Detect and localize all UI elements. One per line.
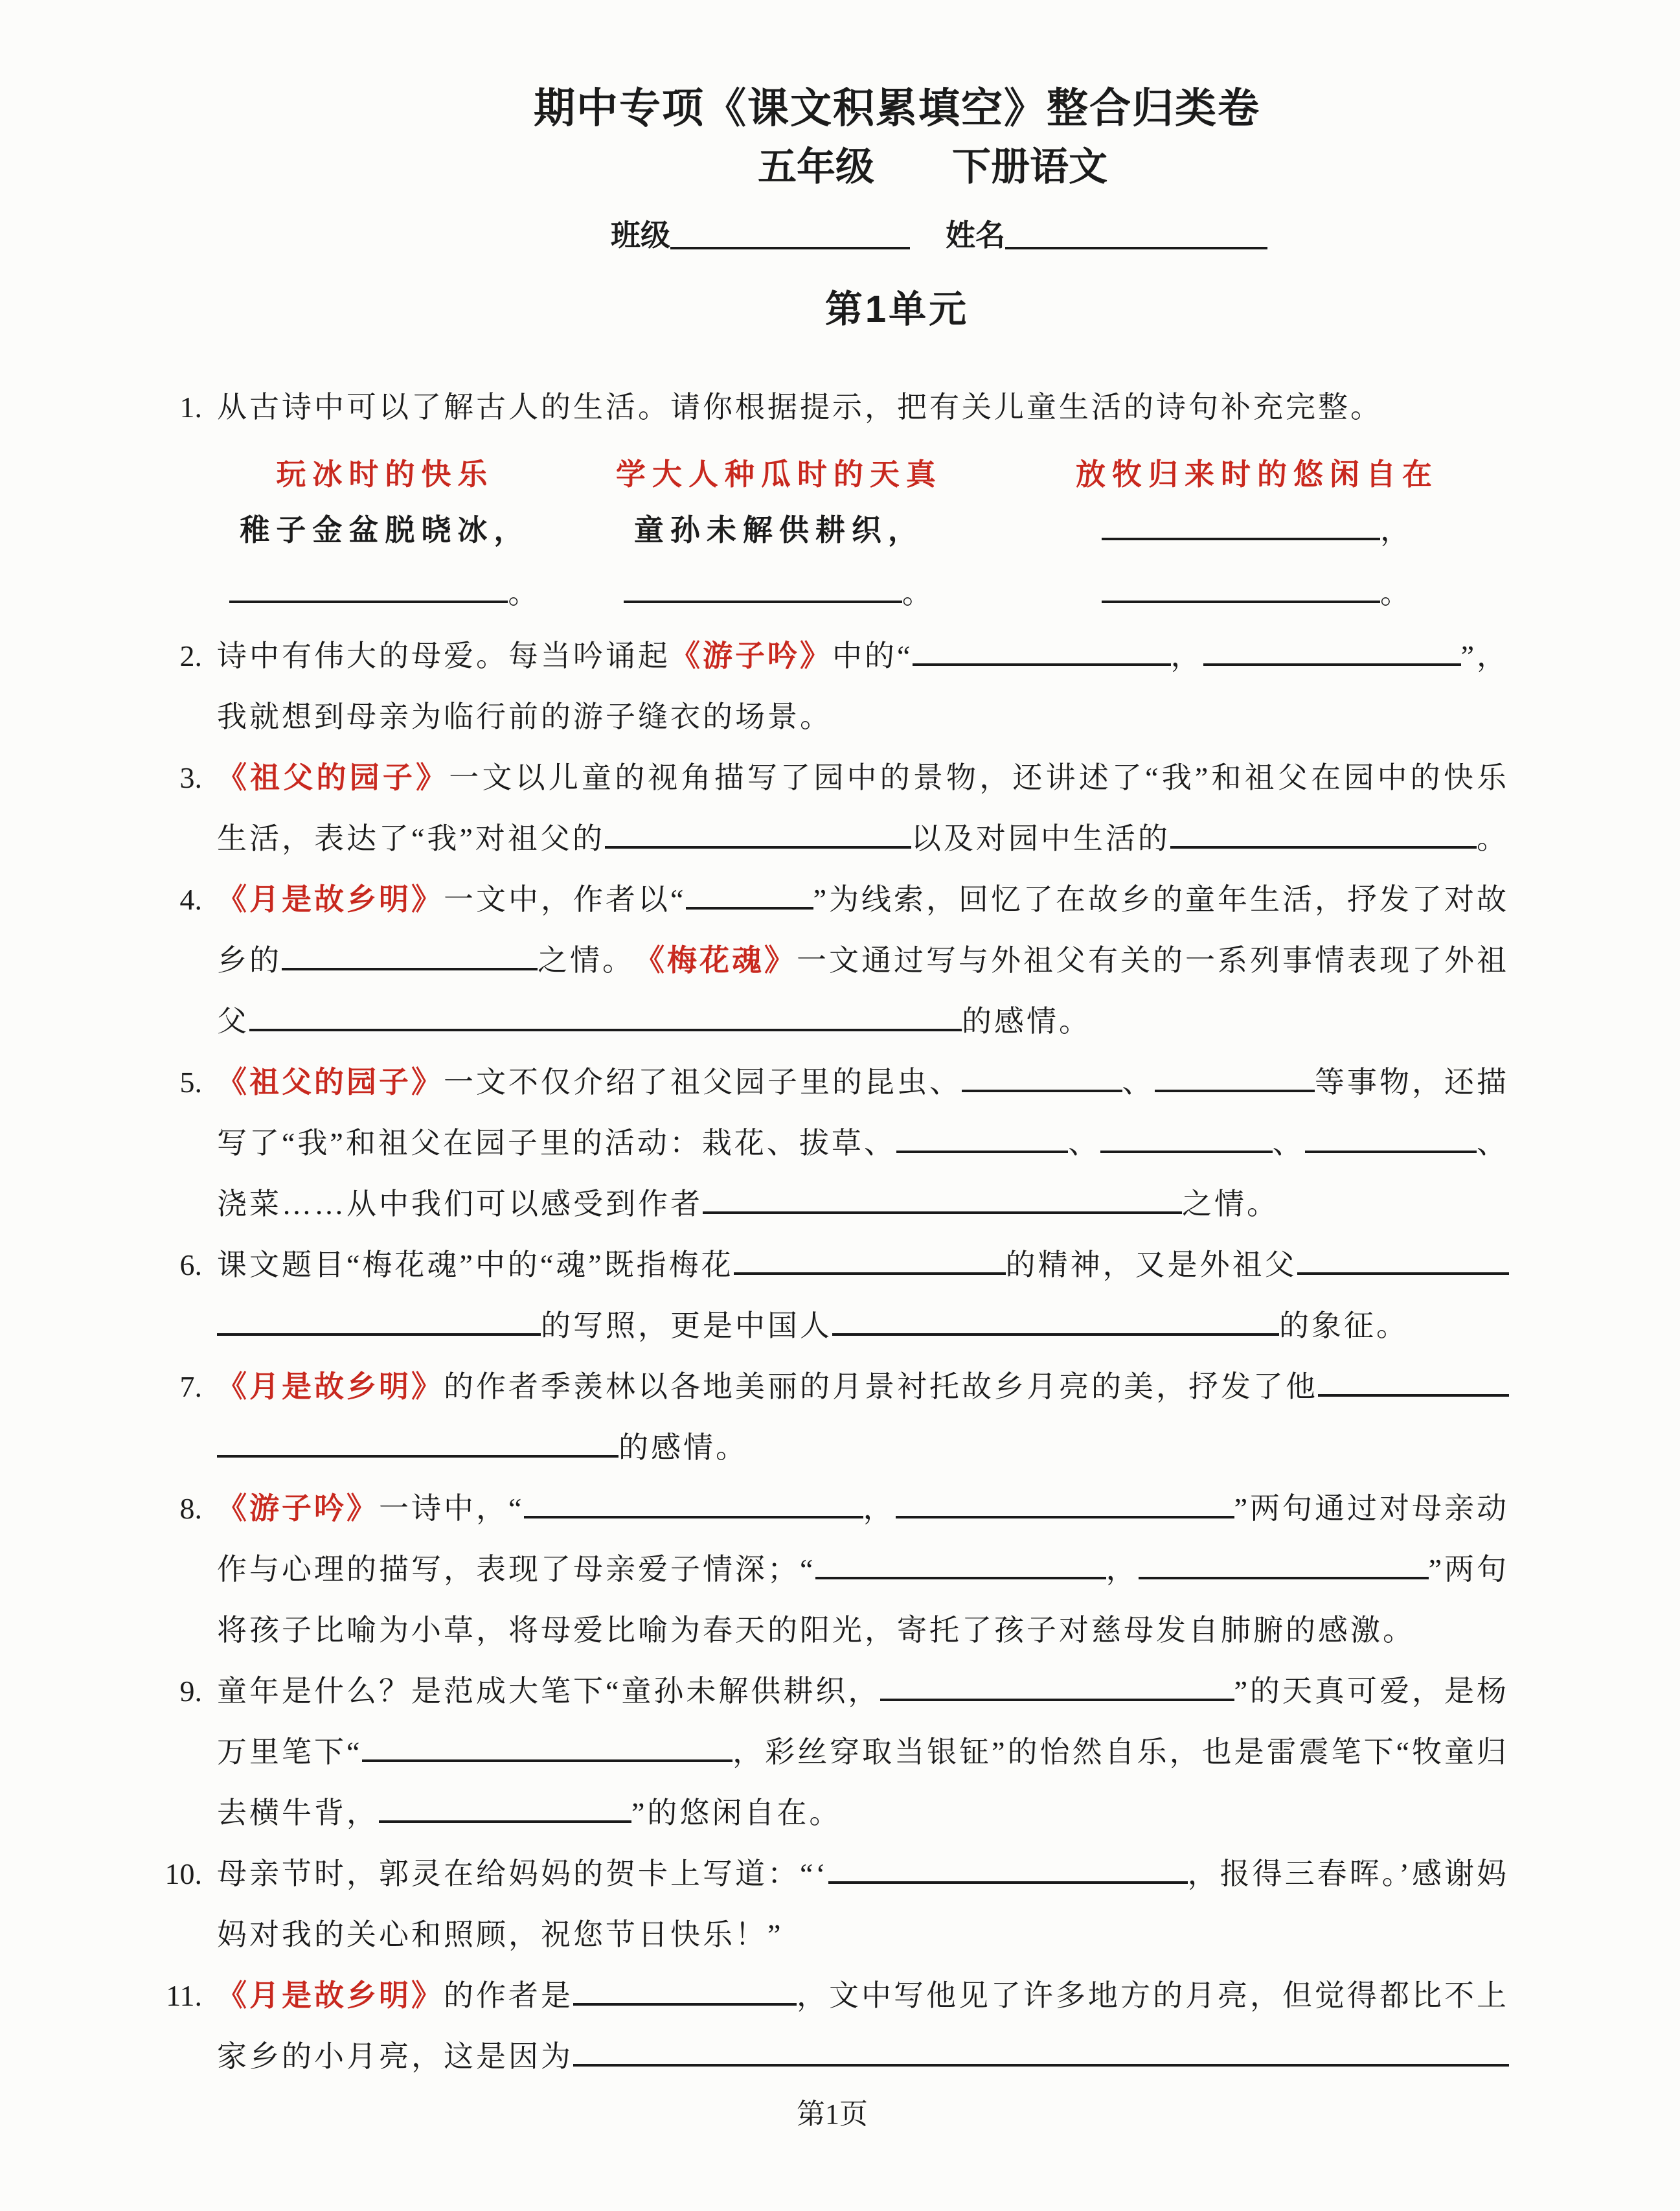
- text-segment: 中的“: [832, 639, 913, 672]
- text-segment: 的感情。: [619, 1431, 748, 1464]
- text-segment: 的精神，又是外祖父: [1005, 1248, 1297, 1281]
- text-segment: 以及对园中生活的: [911, 822, 1170, 855]
- question: [155, 748, 1509, 869]
- text-segment: 、: [1122, 1066, 1155, 1099]
- text-segment: ”为线索，回忆了在故乡的童年生活，抒发了对故: [813, 883, 1509, 916]
- question-line: [217, 930, 1509, 991]
- blank-line: [913, 663, 1170, 666]
- question-list: [155, 626, 1509, 2087]
- text-segment: 。: [508, 577, 541, 610]
- blank-line: [896, 1516, 1234, 1518]
- text-segment: 一文通过写与外祖父有关的一系列事情表现了外祖: [797, 944, 1509, 977]
- question: [155, 1478, 1509, 1661]
- blank-line: [734, 1272, 1006, 1275]
- book-title-red: 《月是故乡明》: [217, 1979, 444, 2012]
- question-line: [217, 1174, 1509, 1235]
- blank-line: [686, 907, 813, 910]
- question-number: 2.: [179, 639, 202, 672]
- question: [155, 1052, 1509, 1235]
- question-line: [217, 869, 1509, 930]
- text-segment: 。: [902, 577, 935, 610]
- question-line: [217, 748, 1509, 808]
- question-number: 4.: [179, 883, 202, 916]
- grade-label: 五年级: [758, 145, 874, 189]
- text-segment: 、: [1068, 1127, 1101, 1160]
- book-title-red: 《祖父的园子》: [217, 761, 449, 794]
- blank-line: [229, 601, 508, 603]
- question: [155, 869, 1509, 1052]
- text-segment: 的写照，更是中国人: [541, 1309, 832, 1342]
- question-number: 6.: [179, 1248, 202, 1281]
- text-segment: 我就想到母亲为临行前的游子缝衣的场景。: [217, 700, 832, 733]
- question-line: [217, 1478, 1509, 1539]
- text-segment: ”两句: [1428, 1553, 1509, 1586]
- text-segment: 的感情。: [962, 1005, 1091, 1038]
- question: [155, 1235, 1509, 1357]
- text-segment: 妈对我的关心和照顾，祝您节日快乐！”: [217, 1918, 784, 1951]
- book-title-red: 《游子吟》: [670, 639, 832, 672]
- question: [155, 1965, 1509, 2087]
- book-title-red: 《梅花魂》: [635, 944, 797, 977]
- book-title-red: 《月是故乡明》: [217, 883, 444, 916]
- text-segment: 。: [1379, 577, 1413, 610]
- text-segment: 。: [1477, 822, 1509, 855]
- book-title-red: 《游子吟》: [217, 1492, 379, 1525]
- text-segment: 的象征。: [1279, 1309, 1409, 1342]
- column-header: 学大人种瓜时的天真: [615, 457, 942, 491]
- text-segment: 将孩子比喻为小草，将母爱比喻为春天的阳光，寄托了孩子对慈母发自肺腑的感激。: [217, 1614, 1415, 1647]
- text-segment: 童年是什么？是范成大笔下“童孙未解供耕织，: [217, 1675, 881, 1708]
- name-label: 姓名: [946, 218, 1005, 252]
- question: [155, 1357, 1509, 1478]
- text-segment: 一诗中，“: [379, 1492, 525, 1525]
- blank-line: [217, 1455, 619, 1458]
- poem-column: [553, 448, 1005, 626]
- blank-line: [362, 1759, 732, 1762]
- blank-line: [832, 1333, 1279, 1336]
- text-segment: 一文中，作者以“: [444, 883, 687, 916]
- text-segment: 、: [1477, 1127, 1510, 1160]
- poem-row: [1005, 561, 1509, 626]
- poem-row: [553, 500, 1005, 561]
- question-number: 3.: [179, 761, 202, 794]
- poem-column: [1005, 448, 1509, 626]
- blank-line: [1102, 601, 1380, 603]
- blank-line: [880, 1699, 1234, 1701]
- text-segment: 之情。: [538, 944, 635, 977]
- text-segment: 父: [217, 1005, 249, 1038]
- blank-line: [1318, 1394, 1509, 1397]
- text-segment: 童孙未解供耕织，: [633, 514, 924, 547]
- question: [155, 626, 1509, 748]
- text-segment: ”的天真可爱，是杨: [1234, 1675, 1509, 1708]
- class-label: 班级: [611, 218, 670, 252]
- text-segment: ，: [1379, 514, 1413, 547]
- poem-row: [1005, 500, 1509, 561]
- blank-line: [217, 1333, 541, 1336]
- text-segment: 一文以儿童的视角描写了园中的景物，还讲述了“我”和祖父在园中的快乐: [449, 761, 1510, 794]
- text-segment: 等事物，还描: [1315, 1066, 1509, 1099]
- class-name-row: [262, 215, 1616, 255]
- column-header: 放牧归来时的悠闲自在: [1075, 457, 1438, 491]
- text-segment: 万里笔下“: [217, 1736, 363, 1769]
- question-text: 从古诗中可以了解古人的生活。请你根据提示，把有关儿童生活的诗句补充完整。: [217, 391, 1383, 424]
- blank-line: [1170, 846, 1477, 849]
- section-title: 第1单元: [824, 288, 970, 330]
- text-segment: 的作者季羡林以各地美丽的月景衬托故乡月亮的美，抒发了他: [444, 1370, 1318, 1403]
- blank-line: [962, 1090, 1122, 1092]
- text-segment: ”的悠闲自在。: [631, 1796, 842, 1829]
- question-line: [217, 1844, 1509, 1905]
- text-segment: ，文中写他见了许多地方的月亮，但觉得都比不上: [797, 1979, 1509, 2012]
- question: [155, 377, 1509, 626]
- text-segment: 家乡的小月亮，这是因为: [217, 2040, 573, 2073]
- question-line: [217, 1661, 1509, 1722]
- blank-line: [1305, 1151, 1477, 1153]
- question-number: 10.: [165, 1857, 202, 1890]
- question-line: [217, 1905, 1509, 1965]
- question-line: [217, 991, 1509, 1052]
- question-line: [217, 1965, 1509, 2026]
- text-segment: ，彩丝穿取当银钲”的怡然自乐，也是雷震笔下“牧童归: [732, 1736, 1509, 1769]
- question-line: [217, 1722, 1509, 1783]
- blank-line: [828, 1881, 1188, 1884]
- question: [155, 1661, 1509, 1844]
- name-blank-line: [1005, 247, 1267, 249]
- text-segment: ，: [863, 1492, 896, 1525]
- question-number: 8.: [179, 1492, 202, 1525]
- question-line: [217, 1417, 1509, 1478]
- blank-line: [573, 2003, 797, 2006]
- poem-row: [217, 561, 553, 626]
- question-number: 1.: [179, 391, 202, 424]
- text-segment: 去横牛背，: [217, 1796, 379, 1829]
- page-footer: 第1页: [797, 2098, 868, 2130]
- blank-line: [1297, 1272, 1509, 1275]
- question-line: [217, 626, 1509, 687]
- text-segment: 、: [1272, 1127, 1305, 1160]
- question-number: 11.: [166, 1979, 202, 2012]
- text-segment: 乡的: [217, 944, 282, 977]
- blank-line: [282, 968, 538, 970]
- blank-line: [1100, 1151, 1272, 1153]
- question-line: [217, 1783, 1509, 1844]
- question: [155, 1844, 1509, 1965]
- book-title-red: 《祖父的园子》: [217, 1066, 444, 1099]
- question-line: [217, 687, 1509, 748]
- blank-line: [249, 1029, 962, 1031]
- blank-line: [1102, 538, 1380, 540]
- book-title-red: 《月是故乡明》: [217, 1370, 444, 1403]
- text-segment: 生活，表达了“我”对祖父的: [217, 822, 605, 855]
- class-blank-line: [670, 247, 910, 249]
- text-segment: 稚子金盆脱晓冰，: [240, 514, 530, 547]
- question-number: 5.: [179, 1066, 202, 1099]
- blank-line: [605, 846, 911, 849]
- question-number: 9.: [179, 1675, 202, 1708]
- text-segment: 母亲节时，郭灵在给妈妈的贺卡上写道：“‘: [217, 1857, 828, 1890]
- blank-line: [524, 1516, 863, 1518]
- text-segment: 诗中有伟大的母爱。每当吟诵起: [217, 639, 670, 672]
- blank-line: [815, 1577, 1106, 1579]
- text-segment: ，: [1106, 1553, 1139, 1586]
- blank-line: [703, 1211, 1182, 1214]
- question-line: [217, 1600, 1509, 1661]
- blank-line: [1155, 1090, 1315, 1092]
- question-number: 7.: [179, 1370, 202, 1403]
- question-line: [217, 1052, 1509, 1113]
- column-header: 玩冰时的快乐: [276, 457, 494, 491]
- blank-line: [1203, 663, 1461, 666]
- question-line: [217, 2026, 1509, 2087]
- text-segment: 浇菜……从中我们可以感受到作者: [217, 1187, 703, 1220]
- text-segment: ，报得三春晖。’感谢妈: [1187, 1857, 1509, 1890]
- poem-row: [217, 500, 553, 561]
- text-segment: 课文题目“梅花魂”中的“魂”既指梅花: [217, 1248, 734, 1281]
- question-line: [217, 808, 1509, 869]
- text-segment: 作与心理的描写，表现了母亲爱子情深；“: [217, 1553, 816, 1586]
- page-subtitle: [256, 144, 1609, 190]
- poem-column: [217, 448, 553, 626]
- text-segment: 写了“我”和祖父在园子里的活动：栽花、拔草、: [217, 1127, 896, 1160]
- blank-line: [573, 2064, 1509, 2067]
- text-segment: 之情。: [1182, 1187, 1279, 1220]
- text-segment: 的作者是: [444, 1979, 573, 2012]
- question-line: [217, 1539, 1509, 1600]
- question-line: [217, 1235, 1509, 1296]
- blank-line: [1139, 1577, 1429, 1579]
- blank-line: [379, 1820, 631, 1823]
- text-segment: 一文不仅介绍了祖父园子里的昆虫、: [444, 1066, 962, 1099]
- question-line: [217, 1113, 1509, 1174]
- page-title: 期中专项《课文积累填空》整合归类卷: [534, 85, 1260, 132]
- question-line: [217, 1296, 1509, 1357]
- text-segment: ”，: [1460, 639, 1509, 672]
- question-line: [217, 1357, 1509, 1417]
- text-segment: ，: [1170, 639, 1203, 672]
- text-segment: ”两句通过对母亲动: [1234, 1492, 1509, 1525]
- poem-row: [553, 561, 1005, 626]
- book-label: 下册语文: [952, 145, 1107, 189]
- poem-columns: [217, 448, 1509, 626]
- blank-line: [896, 1151, 1068, 1153]
- blank-line: [624, 601, 902, 603]
- question-line: [217, 377, 1509, 438]
